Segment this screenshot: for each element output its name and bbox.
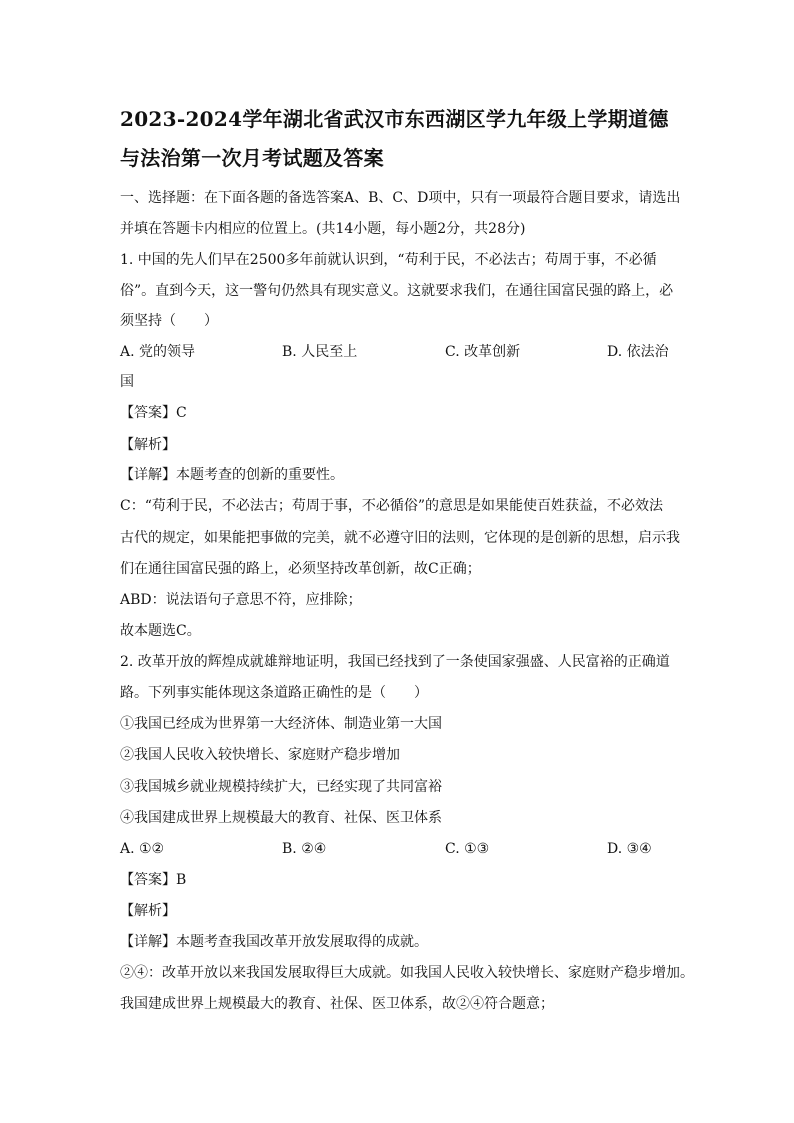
q1-explanation-line-1: C：“苟利于民，不必法古；苟周于事，不必循俗”的意思是如果能使百姓获益，不必效法 [120,498,664,514]
q1-stem-line-1: 1. 中国的先人们早在2500多年前就认识到，“苟利于民，不必法古；苟周于事，不必循 [120,252,657,268]
q2-option-c: C. ①③ [445,841,490,857]
q2-explanation-line-1: ②④：改革开放以来我国发展取得巨大成就。如我国人民收入较快增长、家庭财产稳步增加。 [120,965,694,981]
q2-analysis-heading: 【解析】 [120,903,176,919]
section-instruction-line-1: 一、选择题：在下面各题的备选答案A、B、C、D项中，只有一项最符合题目要求，请选出 [120,190,681,206]
q1-analysis-heading: 【解析】 [120,437,176,453]
q1-stem-line-2: 俗”。直到今天，这一警句仍然具有现实意义。这就要求我们，在通往国富民强的路上，必 [120,283,674,299]
q2-statement-2: ②我国人民收入较快增长、家庭财产稳步增加 [120,747,400,763]
q1-option-d: D. 依法治 [607,344,669,360]
q1-option-d-wrap: 国 [120,374,134,390]
q1-conclusion: 故本题选C。 [120,623,201,639]
q1-option-b: B. 人民至上 [282,344,358,360]
q2-option-d: D. ③④ [607,841,652,857]
q1-explanation-line-2: 古代的规定，如果能把事做的完美，就不必遵守旧的法则，它体现的是创新的思想，启示我 [120,530,680,546]
q2-statement-1: ①我国已经成为世界第一大经济体、制造业第一大国 [120,716,442,732]
q2-explanation-line-2: 我国建成世界上规模最大的教育、社保、医卫体系，故②④符合题意； [120,996,554,1012]
q1-stem-line-3: 须坚持（ ） [120,313,218,329]
q2-option-a: A. ①② [120,841,165,857]
document-title-line-1: 2023-2024学年湖北省武汉市东西湖区学九年级上学期道德 [120,107,669,131]
q2-stem-line-1: 2. 改革开放的辉煌成就雄辩地证明，我国已经找到了一条使国家强盛、人民富裕的正确道 [120,654,670,670]
q2-answer: 【答案】B [120,872,187,888]
q2-stem-line-2: 路。下列事实能体现这条道路正确性的是（ ） [120,685,428,701]
q1-option-c: C. 改革创新 [445,344,521,360]
section-instruction-line-2: 并填在答题卡内相应的位置上。(共14小题，每小题2分，共28分) [120,221,526,237]
document-title-line-2: 与法治第一次月考试题及答案 [120,146,384,170]
q1-option-a: A. 党的领导 [120,344,196,360]
q2-option-b: B. ②④ [282,841,327,857]
q1-exclusion: ABD：说法语句子意思不符，应排除； [120,592,362,608]
q1-explanation-line-3: 们在通往国富民强的路上，必须坚持改革创新，故C正确； [120,561,481,577]
q2-statement-4: ④我国建成世界上规模最大的教育、社保、医卫体系 [120,810,442,826]
q2-detail: 【详解】本题考查我国改革开放发展取得的成就。 [120,934,428,950]
q1-detail: 【详解】本题考查的创新的重要性。 [120,467,344,483]
q1-answer: 【答案】C [120,405,187,421]
q2-statement-3: ③我国城乡就业规模持续扩大，已经实现了共同富裕 [120,779,442,795]
